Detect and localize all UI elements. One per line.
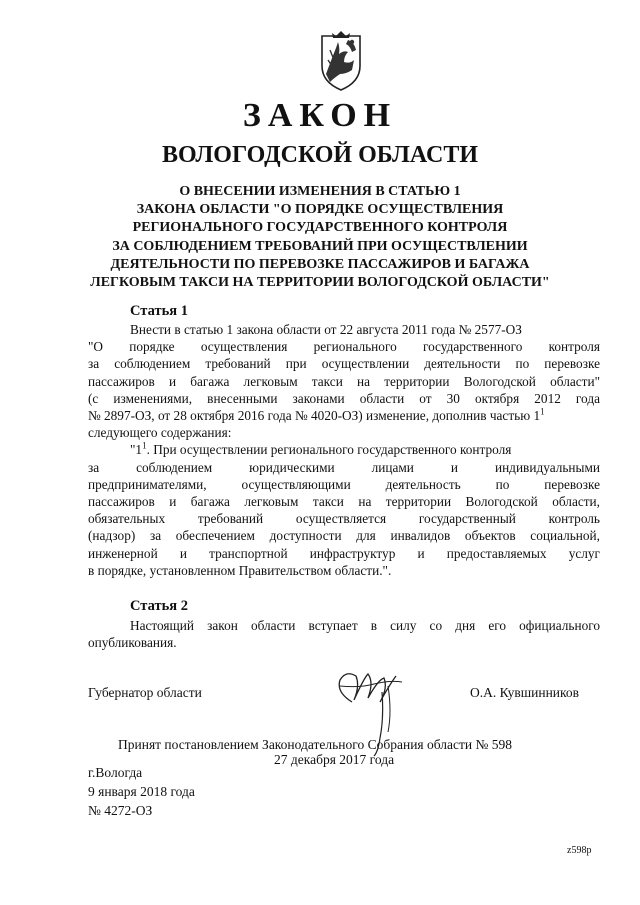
- text-line: Внести в статью 1 закона области от 22 августа 2011 года № 2577-ОЗ: [130, 322, 522, 337]
- article-1-body: [88, 321, 600, 579]
- text-line: (надзор) за обеспечением доступности для инвалидов объектов социальной,: [88, 528, 600, 544]
- text-line: за соблюдением юридическими лицами и индивидуальными: [88, 459, 600, 475]
- text-line: за соблюдением требований при осуществлении деятельности по перевозке: [88, 356, 600, 372]
- subject-line: ЛЕГКОВЫМ ТАКСИ НА ТЕРРИТОРИИ ВОЛОГОДСКОЙ ОБЛАСТИ": [90, 275, 550, 291]
- text-line: инженерной и транспортной инфраструктур и предоставляемых услуг: [88, 545, 600, 561]
- text-line: в порядке, установленном Правительством области.".: [88, 562, 392, 578]
- document-title: ЗАКОН: [242, 97, 398, 134]
- place-date-number: [88, 763, 195, 820]
- text-line: пассажиров и багажа легковым такси на территории Вологодской области,: [88, 494, 600, 510]
- subject-line: О ВНЕСЕНИИ ИЗМЕНЕНИЯ В СТАТЬЮ 1: [179, 184, 461, 199]
- text-line: обязательных требований осуществляется государственный контроль: [88, 511, 600, 527]
- article-1-title: Статья 1: [130, 303, 188, 319]
- subject-line: ЗА СОБЛЮДЕНИЕМ ТРЕБОВАНИЙ ПРИ ОСУЩЕСТВЛЕНИИ: [112, 238, 528, 254]
- text-fragment: № 2897-ОЗ, от 28 октября 2016 года № 4020-ОЗ) изменение, дополнив частью 1: [88, 408, 541, 424]
- law-number: № 4272-ОЗ: [88, 803, 153, 818]
- text-fragment: . При осуществлении регионального государственного контроля: [146, 442, 512, 458]
- law-subject-heading: [60, 183, 580, 292]
- document-code: z598p: [567, 845, 592, 856]
- governor-position: Губернатор области: [88, 685, 202, 700]
- text-line: [88, 441, 600, 458]
- subject-line: ДЕЯТЕЛЬНОСТИ ПО ПЕРЕВОЗКЕ ПАССАЖИРОВ И БАГАЖА: [110, 256, 530, 272]
- text-fragment: "1: [130, 442, 143, 458]
- text-line: "О порядке осуществления регионального государственного контроля: [88, 339, 600, 355]
- region-title: ВОЛОГОДСКОЙ ОБЛАСТИ: [161, 142, 479, 168]
- text-line: следующего содержания:: [88, 425, 232, 441]
- superscript: 1: [142, 441, 147, 451]
- city: г.Вологда: [88, 765, 143, 780]
- coat-of-arms-icon: [318, 30, 364, 92]
- article-2-title: Статья 2: [130, 598, 188, 614]
- adoption-date: 27 декабря 2017 года: [274, 752, 395, 767]
- text-line: предпринимателями, осуществляющими деятельность по перевозке: [88, 476, 600, 492]
- superscript: 1: [540, 406, 545, 417]
- signing-date: 9 января 2018 года: [88, 784, 195, 799]
- text-line: пассажиров и багажа легковым такси на территории Вологодской области": [88, 373, 600, 389]
- governor-name: О.А. Кувшинников: [470, 685, 580, 700]
- text-line: опубликования.: [88, 635, 177, 651]
- subject-line: РЕГИОНАЛЬНОГО ГОСУДАРСТВЕННОГО КОНТРОЛЯ: [132, 220, 508, 236]
- article-2-body: [88, 617, 600, 651]
- text-line: (с изменениями, внесенными законами области от 30 октября 2012 года: [88, 390, 600, 406]
- text-line: [88, 407, 600, 424]
- text-line: Настоящий закон области вступает в силу со дня его официального: [130, 618, 600, 633]
- subject-line: ЗАКОНА ОБЛАСТИ "О ПОРЯДКЕ ОСУЩЕСТВЛЕНИЯ: [136, 202, 504, 218]
- adoption-line: Принят постановлением Законодательного Собрания области № 598: [118, 737, 513, 752]
